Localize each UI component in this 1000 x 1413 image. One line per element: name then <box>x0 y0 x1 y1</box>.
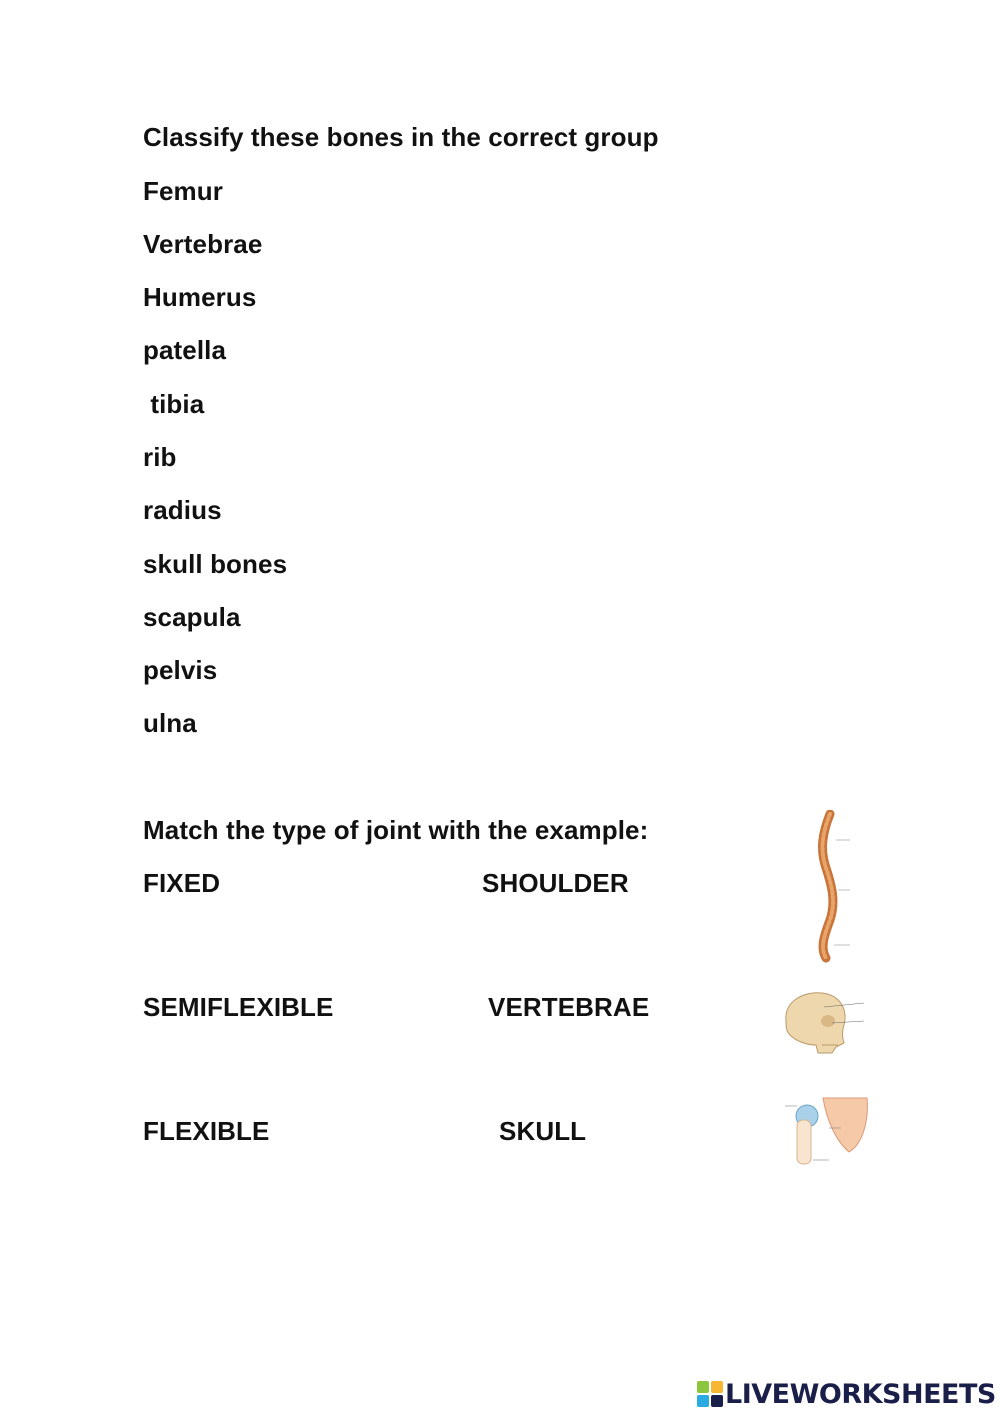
example-vertebrae: VERTEBRAE <box>488 992 650 1022</box>
joint-type-semiflexible: SEMIFLEXIBLE <box>143 992 334 1022</box>
bone-item-scapula: scapula <box>143 602 241 632</box>
bone-item-femur: Femur <box>143 176 223 206</box>
bone-item-radius: radius <box>143 495 222 525</box>
bone-item-pelvis: pelvis <box>143 655 218 685</box>
liveworksheets-logo <box>697 1377 996 1411</box>
bone-item-tibia: tibia <box>143 389 205 419</box>
spine-image <box>806 810 854 966</box>
joint-type-fixed: FIXED <box>143 868 221 898</box>
bone-item-vertebrae: Vertebrae <box>143 229 263 259</box>
skull-image <box>776 987 870 1055</box>
joint-type-flexible: FLEXIBLE <box>143 1116 270 1146</box>
example-skull: SKULL <box>499 1116 587 1146</box>
bone-item-ulna: ulna <box>143 708 197 738</box>
shoulder-joint-image <box>783 1092 871 1168</box>
bone-item-rib: rib <box>143 442 177 472</box>
liveworksheets-wordmark: LIVEWORKSHEETS <box>725 1378 996 1410</box>
example-shoulder: SHOULDER <box>482 868 629 898</box>
bone-item-skull-bones: skull bones <box>143 549 288 579</box>
bone-item-humerus: Humerus <box>143 282 257 312</box>
match-heading: Match the type of joint with the example: <box>143 815 649 845</box>
liveworksheets-badge-icon <box>697 1381 723 1407</box>
bone-item-patella: patella <box>143 335 227 365</box>
classify-heading: Classify these bones in the correct group <box>143 122 659 152</box>
